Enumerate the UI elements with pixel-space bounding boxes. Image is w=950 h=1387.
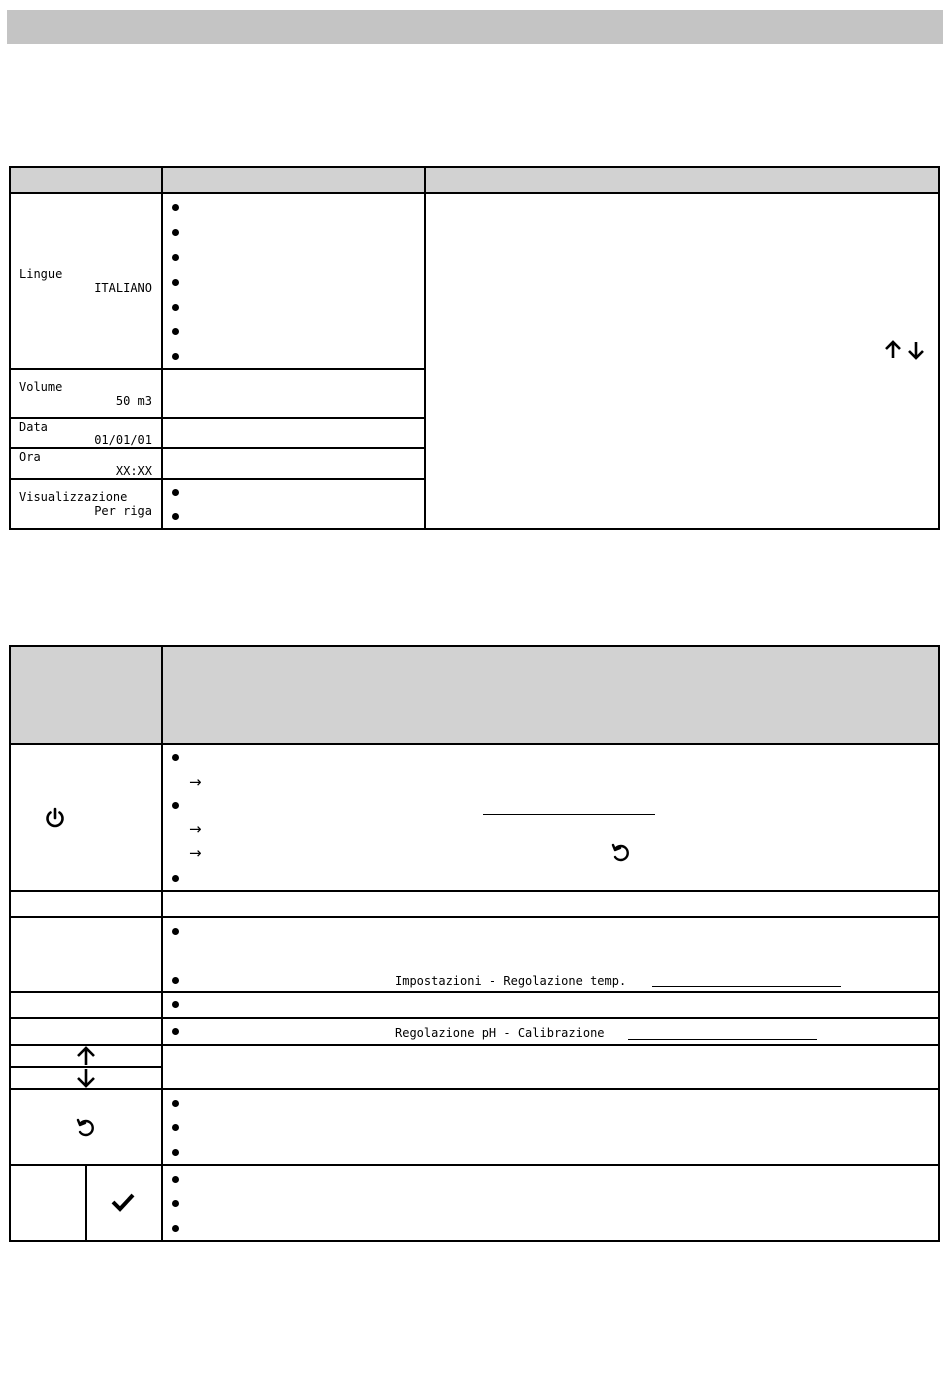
bullet-icon [172, 754, 179, 761]
bullet-icon [172, 1200, 179, 1207]
bullet-icon [172, 489, 179, 496]
setting-label-data: Data [19, 420, 48, 434]
divider [11, 447, 426, 449]
menu-path-temp: Impostazioni - Regolazione temp. [395, 974, 627, 988]
power-icon [44, 807, 66, 829]
arrow-up-icon [884, 340, 902, 360]
bullet-icon [172, 977, 179, 984]
divider [11, 417, 426, 419]
setting-value-volume: 50 m3 [115, 394, 152, 408]
controls-table [9, 645, 940, 1242]
underline [483, 814, 655, 815]
divider [11, 368, 426, 370]
bullet-icon [172, 875, 179, 882]
divider [11, 478, 426, 480]
undo-icon [610, 842, 632, 864]
bullet-icon [172, 254, 179, 261]
divider [11, 1017, 938, 1019]
bullet-icon [172, 802, 179, 809]
table-header-row [11, 647, 938, 743]
bullet-icon [172, 204, 179, 211]
arrow-up-icon [76, 1046, 96, 1066]
divider [11, 1088, 938, 1090]
bullet-icon [172, 279, 179, 286]
settings-table [9, 166, 940, 530]
divider [11, 890, 938, 892]
divider [11, 1044, 938, 1046]
bullet-icon [172, 353, 179, 360]
bullet-icon [172, 1028, 179, 1035]
arrow-right-icon: → [189, 773, 202, 791]
divider [11, 1164, 938, 1166]
setting-value-ora: XX:XX [115, 464, 152, 478]
bullet-icon [172, 1225, 179, 1232]
arrow-down-icon [76, 1068, 96, 1088]
check-icon [111, 1192, 135, 1212]
setting-value-data: 01/01/01 [94, 433, 152, 447]
bullet-icon [172, 928, 179, 935]
divider [161, 168, 163, 528]
bullet-icon [172, 1001, 179, 1008]
setting-value-lingue: ITALIANO [94, 281, 152, 295]
bullet-icon [172, 328, 179, 335]
divider [11, 991, 938, 993]
bullet-icon [172, 304, 179, 311]
underline [652, 986, 841, 987]
setting-value-visualizzazione: Per riga [94, 504, 152, 518]
arrow-down-icon [907, 340, 925, 360]
bullet-icon [172, 229, 179, 236]
divider [85, 1164, 87, 1240]
setting-label-visualizzazione: Visualizzazione [19, 490, 128, 504]
bullet-icon [172, 513, 179, 520]
table-header-row [11, 168, 938, 192]
setting-label-ora: Ora [19, 450, 41, 464]
divider [161, 647, 163, 1240]
underline [628, 1039, 817, 1040]
setting-label-volume: Volume [19, 380, 63, 394]
arrow-right-icon: → [189, 844, 202, 862]
divider [11, 743, 938, 745]
divider [424, 168, 426, 528]
bullet-icon [172, 1176, 179, 1183]
arrow-right-icon: → [189, 820, 202, 838]
undo-icon [75, 1117, 97, 1139]
bullet-icon [172, 1124, 179, 1131]
bullet-icon [172, 1149, 179, 1156]
section-header-bar [7, 10, 943, 44]
divider [11, 192, 938, 194]
menu-path-ph: Regolazione pH - Calibrazione [395, 1026, 605, 1040]
setting-label-lingue: Lingue [19, 267, 63, 281]
divider [11, 916, 938, 918]
bullet-icon [172, 1100, 179, 1107]
